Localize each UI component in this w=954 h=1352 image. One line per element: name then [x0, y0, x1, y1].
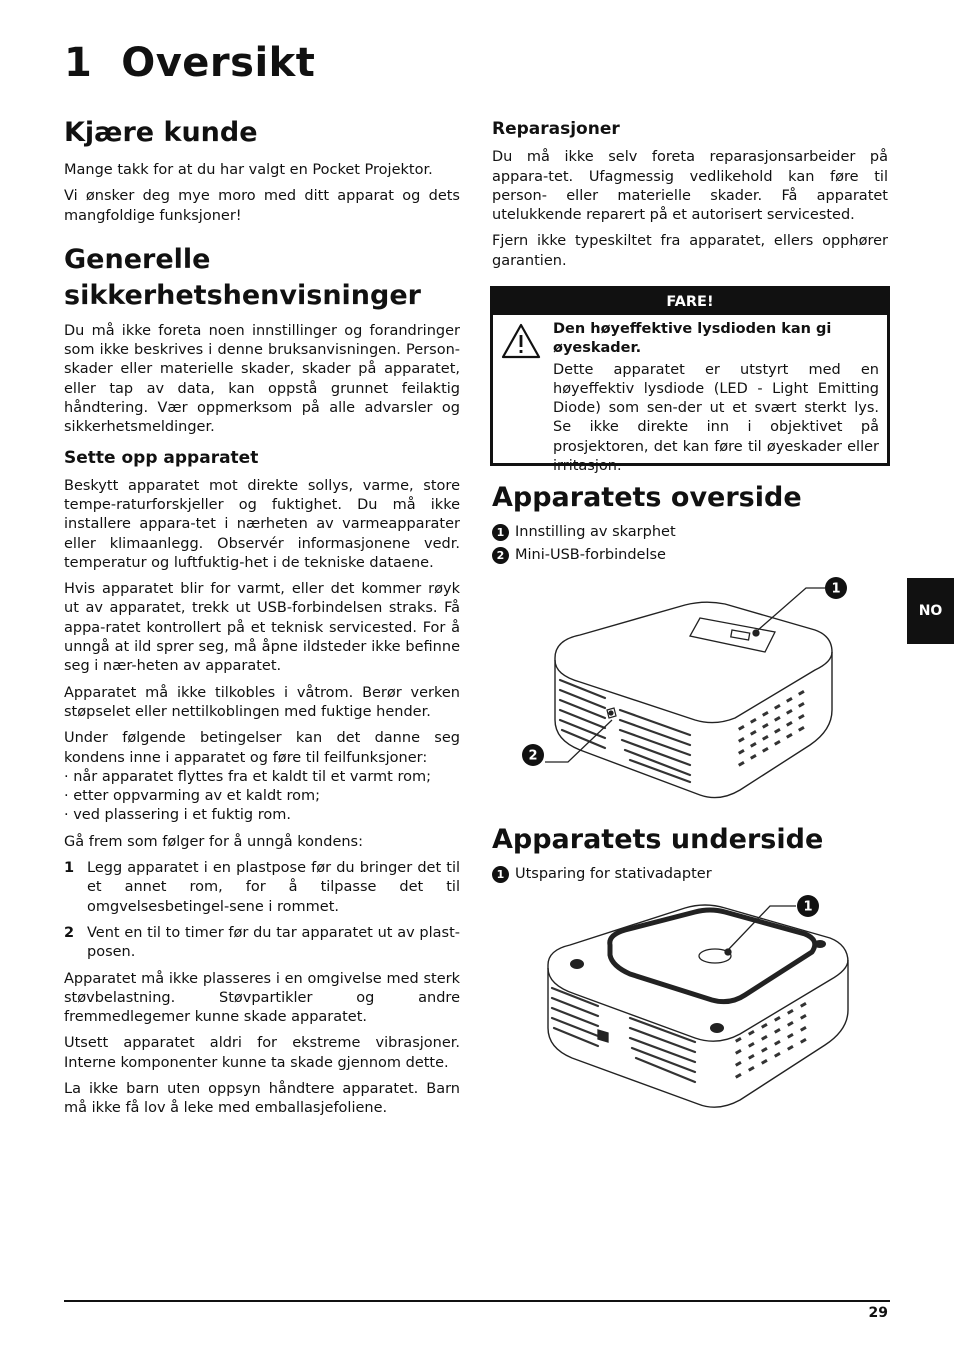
step-item	[64, 859, 460, 917]
danger-title: Den høyeffektive lysdioden kan gi øyeskader.	[553, 321, 832, 357]
legend-item	[492, 547, 892, 564]
footer-rule	[64, 1300, 890, 1302]
chapter-title	[64, 40, 315, 86]
bullet-list	[64, 768, 460, 826]
chapter-title-text: Oversikt	[121, 40, 316, 86]
legend-label: Innstilling av skarphet	[515, 524, 676, 541]
right-column-top	[492, 120, 888, 278]
paragraph: Apparatet må ikke plasseres i en omgivelse med sterk støvbelastning. Støvpartikler og andre fremmedlegemer kunne skade apparatet.	[64, 970, 460, 1026]
paragraph: Beskytt apparatet mot direkte sollys, varme, store tempe-raturforskjeller og fuktighet. Du må ikke installere appara-tet i nærheten av varmeapparater eller klimaanlegg. Observér informasjonene vedr. temperatur og luftfuktig-het i de tekniske dataene.	[64, 477, 460, 571]
legend-label: Utsparing for stativadapter	[515, 866, 712, 883]
paragraph: Under følgende betingelser kan det danne seg kondens inne i apparatet og føre til feilfunksjoner:	[64, 730, 460, 766]
danger-body	[493, 315, 887, 476]
step-item	[64, 924, 460, 963]
paragraph: Utsett apparatet aldri for ekstreme vibrasjoner. Interne komponenter kunne ta skade gjennom dette.	[64, 1035, 460, 1071]
heading-safety	[64, 242, 460, 314]
step-text: Vent en til to timer før du tar apparatet ut av plast-posen.	[87, 924, 460, 961]
heading-repairs: Reparasjoner	[492, 119, 620, 139]
paragraph: Apparatet må ikke tilkobles i våtrom. Berør verken støpselet eller nettilkoblingen med fuktige hender.	[64, 684, 460, 720]
projector-top-illustration	[510, 570, 870, 810]
legend-number: 2	[492, 547, 509, 564]
legend-item	[492, 866, 892, 883]
paragraph: Mange takk for at du har valgt en Pocket Projektor.	[64, 161, 433, 178]
legend-number: 1	[492, 524, 509, 541]
figure-marker	[522, 744, 544, 766]
danger-label: FARE!	[493, 289, 887, 315]
warning-triangle-icon	[501, 323, 541, 365]
paragraph: Hvis apparatet blir for varmt, eller det kommer røyk ut av apparatet, trekk ut USB-forbindelsen straks. Få appa-ratet kontrollert på et teknisk servicested. For å unngå at ild sprer seg, må åpne ildsteder ikke befinne seg i nær-heten av apparatet.	[64, 581, 460, 675]
svg-text:1: 1	[803, 899, 813, 915]
paragraph: La ikke barn uten oppsyn håndtere apparatet. Barn må ikke få lov å leke med emballasjefoliene.	[64, 1081, 460, 1117]
left-column	[64, 115, 460, 1126]
language-tab: NO	[907, 578, 954, 644]
svg-text:1: 1	[831, 581, 841, 597]
danger-box	[490, 286, 890, 475]
figure-marker	[825, 577, 847, 599]
figure-marker	[797, 895, 819, 917]
heading-top-side: Apparatets overside	[492, 482, 802, 513]
heading-safety-line2: sikkerhetshenvisninger	[64, 279, 421, 311]
chapter-number: 1	[64, 40, 93, 86]
danger-text: Dette apparatet er utstyrt med en høyeffektiv lysdiode (LED - Light Emitting Diode) som sen-der ut et svært sterkt lys. Se ikke direkte inn i objektivet på prosjektoren, det kan føre til øyeskader eller irritasjon.	[553, 361, 879, 475]
bullet-item: · etter oppvarming av et kaldt rom;	[64, 788, 320, 805]
step-number: 2	[64, 924, 75, 941]
svg-text:2: 2	[528, 748, 538, 764]
legend-label: Mini-USB-forbindelse	[515, 547, 666, 564]
legend-item	[492, 524, 892, 541]
bullet-item: · ved plassering i et fuktig rom.	[64, 807, 291, 824]
bullet-item: · når apparatet flyttes fra et kaldt til et varmt rom;	[64, 768, 431, 785]
heading-safety-line1: Generelle	[64, 243, 211, 275]
step-number: 1	[64, 860, 75, 877]
heading-setup: Sette opp apparatet	[64, 448, 259, 469]
projector-bottom-illustration	[520, 890, 880, 1120]
paragraph: Du må ikke selv foreta reparasjonsarbeider på appara-tet. Ufagmessig vedlikehold kan føre til person- eller materielle skader. Få apparatet utelukkende reparert på et autorisert servicested.	[492, 149, 888, 224]
legend-number: 1	[492, 866, 509, 883]
heading-bottom-side: Apparatets underside	[492, 824, 824, 855]
paragraph: Fjern ikke typeskiltet fra apparatet, ellers opphører garantien.	[492, 233, 888, 269]
paragraph: Vi ønsker deg mye moro med ditt apparat og dets mangfoldige funksjoner!	[64, 188, 460, 224]
paragraph: Gå frem som følger for å unngå kondens:	[64, 833, 363, 850]
step-text: Legg apparatet i en plastpose før du bringer det til et annet rom, for å tilpasse det til omgvelsesbetingel-sene i rommet.	[87, 860, 460, 915]
section-top-side	[492, 480, 892, 570]
paragraph: Du må ikke foreta noen innstillinger og forandringer som ikke beskrives i denne bruksanvisningen. Person-skader eller materielle skader, skader på apparatet, eller tap av data, kan oppstå grunnet feilaktig håndtering. Vær oppmerksom på alle advarsler og sikkerhetsmeldinger.	[64, 322, 460, 436]
page-number: 29	[868, 1305, 888, 1321]
heading-dear-customer: Kjære kunde	[64, 117, 258, 148]
section-bottom-side	[492, 822, 892, 889]
